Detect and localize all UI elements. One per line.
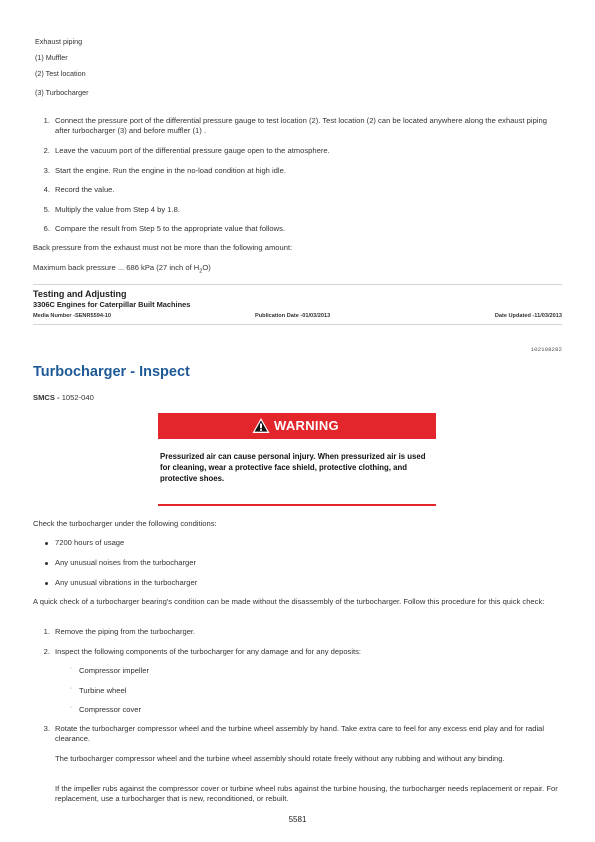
procedure-paragraph: The turbocharger compressor wheel and the turbine wheel assembly should rotate freely without any rubbing and without any binding. (55, 754, 505, 763)
procedure-step: 3. Start the engine. Run the engine in the no-load condition at high idle. (43, 166, 286, 175)
document-id: i02198282 (530, 346, 562, 353)
figure-caption: Exhaust piping (35, 37, 83, 46)
warning-text: Pressurized air can cause personal injury. When pressurized air is used for cleaning, wear a protective face shield, protective clothing, and protective shoes. (160, 452, 426, 483)
warning-triangle-icon (252, 417, 270, 434)
warning-box (158, 413, 436, 505)
warning-header (158, 413, 436, 439)
procedure-step: 1. Remove the piping from the turbocharger. (43, 627, 196, 636)
procedure-step: 5. Multiply the value from Step 4 by 1.8. (43, 205, 180, 214)
section-title: Testing and Adjusting (33, 289, 127, 299)
legend-item: (3) Turbocharger (35, 88, 89, 97)
max-back-pressure: Maximum back pressure ... 686 kPa (27 inch of $H_2O$) (33, 263, 211, 275)
divider (33, 324, 562, 325)
procedure-step: 6. Compare the result from Step 5 to the appropriate value that follows. (43, 224, 286, 233)
page-number: 5581 (288, 815, 307, 824)
quick-check-intro: A quick check of a turbocharger bearing's condition can be made without the disassembly of the turbocharger. Follow this procedure for this quick check: (33, 597, 545, 606)
legend-item: (1) Muffler (35, 53, 68, 62)
procedure-step: 2. Leave the vacuum port of the differential pressure gauge open to the atmosphere. (43, 146, 330, 155)
procedure-paragraph: If the impeller rubs against the compressor cover or turbine wheel rubs against the turbine housing, the turbocharger needs replacement or repair. For replacement, use a turbocharger that is new, reconditioned, or rebuilt. (55, 784, 558, 803)
page-title: Turbocharger - Inspect (33, 364, 190, 380)
media-number: Media Number -SENR5594-10 (33, 313, 112, 319)
procedure-step: 3. Rotate the turbocharger compressor wheel and the turbine wheel assembly by hand. Take extra care to feel for any excess end play and for radial clearance. (43, 724, 545, 743)
procedure-step: 1. Connect the pressure port of the differential pressure gauge to test location (2). Test location (2) can be located anywhere along the exhaust piping after turbocharger (3) and before muffler (1) . (43, 116, 547, 135)
procedure-step: 2. Inspect the following components of the turbocharger for any damage and for any deposits: (43, 647, 362, 656)
back-pressure-note: Back pressure from the exhaust must not be more than the following amount: (33, 243, 293, 252)
product-title: 3306C Engines for Caterpillar Built Machines (33, 300, 191, 309)
legend-item: (2) Test location (35, 69, 86, 78)
date-updated: Date Updated -11/03/2013 (494, 313, 562, 319)
conditions-intro: Check the turbocharger under the following conditions: (33, 519, 217, 528)
publication-date: Publication Date -01/03/2013 (255, 313, 331, 319)
divider (33, 284, 562, 285)
procedure-step: 4. Record the value. (43, 185, 115, 194)
smcs-code: SMCS - 1052-040 (33, 393, 94, 402)
warning-bottom-bar (158, 504, 436, 506)
warning-label: WARNING (274, 418, 339, 433)
